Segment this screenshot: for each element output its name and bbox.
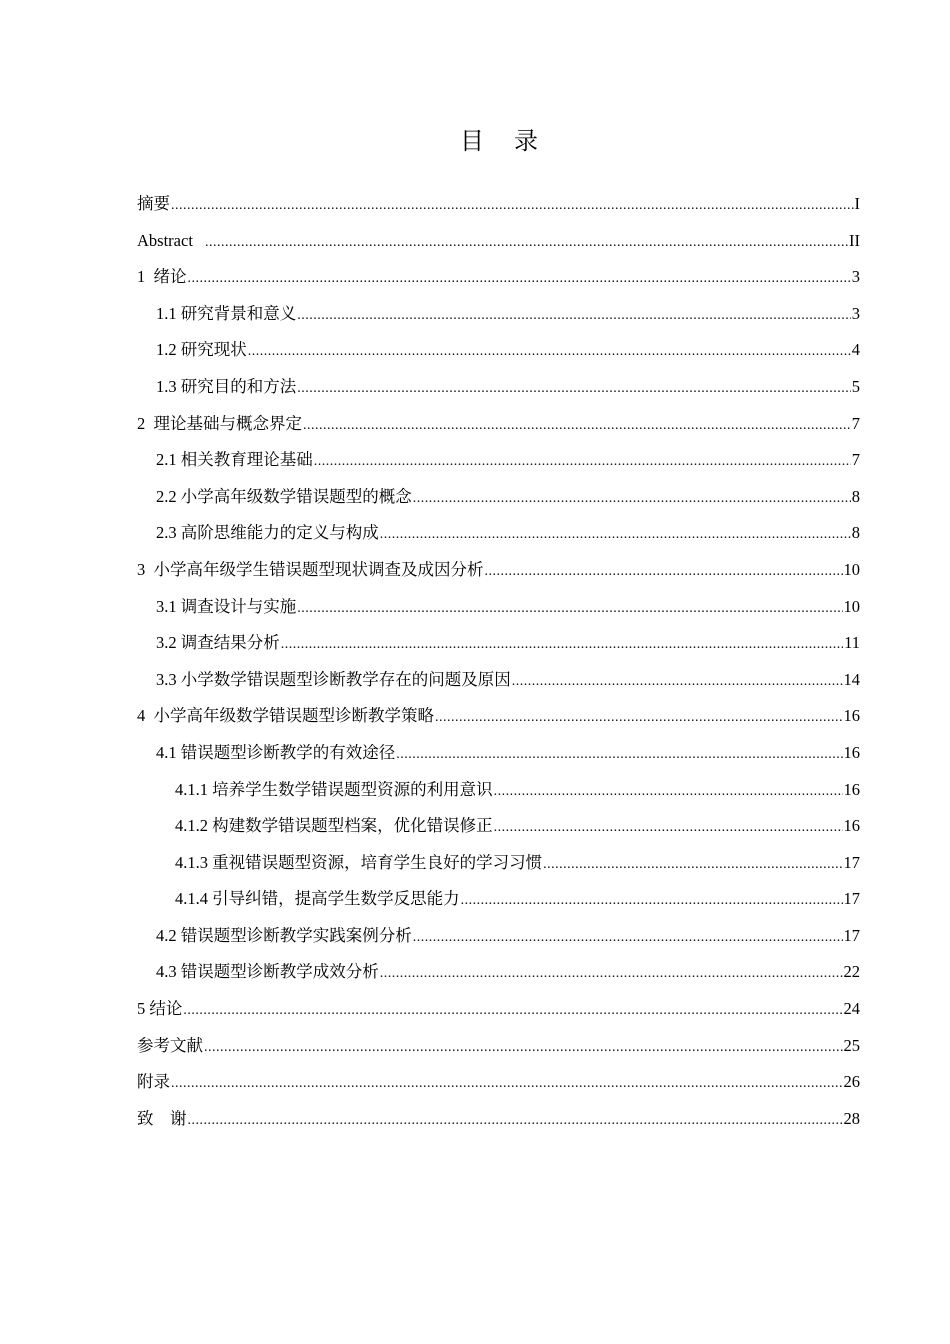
toc-entry[interactable] — [137, 1064, 860, 1101]
toc-leader-dots — [461, 883, 843, 920]
toc-entry-page: 8 — [851, 523, 860, 543]
toc-entry[interactable] — [137, 223, 860, 260]
toc-entry-page: 16 — [843, 779, 860, 799]
toc-leader-dots — [188, 1103, 843, 1140]
toc-entry-page: 5 — [851, 376, 860, 396]
toc-entry-label: 附录 — [137, 1072, 170, 1092]
toc-entry-page: 24 — [843, 999, 860, 1019]
toc-leader-dots — [188, 261, 851, 298]
toc-entry-page: 16 — [843, 742, 860, 762]
table-of-contents — [137, 186, 860, 1137]
toc-entry-label: 2.3 高阶思维能力的定义与构成 — [156, 523, 379, 543]
toc-entry[interactable] — [137, 918, 860, 955]
toc-entry-label: 1 绪论 — [137, 267, 187, 287]
toc-entry-page: 8 — [851, 486, 860, 506]
toc-entry-label: 4.2 错误题型诊断教学实践案例分析 — [156, 925, 412, 945]
toc-entry-label: 4.1.2 构建数学错误题型档案，优化错误修正 — [175, 816, 493, 836]
toc-leader-dots — [485, 554, 843, 591]
toc-entry[interactable] — [137, 186, 860, 223]
toc-entry-page: 25 — [843, 1035, 860, 1055]
toc-entry[interactable] — [137, 808, 860, 845]
toc-entry[interactable] — [137, 1101, 860, 1138]
toc-entry-page: 10 — [843, 559, 860, 579]
toc-leader-dots — [281, 627, 843, 664]
toc-entry[interactable] — [137, 259, 860, 296]
toc-entry-label: 4 小学高年级数学错误题型诊断教学策略 — [137, 706, 434, 726]
toc-leader-dots — [543, 847, 842, 884]
toc-leader-dots — [494, 774, 843, 811]
toc-leader-dots — [248, 334, 851, 371]
toc-entry-page: 4 — [851, 340, 860, 360]
toc-entry-label: 1.2 研究现状 — [156, 340, 247, 360]
toc-entry[interactable] — [137, 625, 860, 662]
toc-leader-dots — [171, 188, 854, 225]
toc-entry-page: 16 — [843, 706, 860, 726]
toc-entry-page: 7 — [851, 413, 860, 433]
toc-entry[interactable] — [137, 772, 860, 809]
toc-entry-label: 2 理论基础与概念界定 — [137, 413, 302, 433]
toc-entry[interactable] — [137, 735, 860, 772]
toc-entry-page: I — [854, 194, 860, 213]
toc-entry-page: II — [849, 230, 860, 250]
toc-leader-dots — [204, 1030, 843, 1067]
toc-leader-dots — [183, 993, 842, 1030]
toc-entry[interactable] — [137, 442, 860, 479]
toc-leader-dots — [380, 517, 851, 554]
toc-entry[interactable] — [137, 406, 860, 443]
toc-entry[interactable] — [137, 698, 860, 735]
toc-entry-page: 3 — [851, 267, 860, 287]
toc-entry-page: 3 — [851, 303, 860, 323]
toc-entry-page: 10 — [843, 596, 860, 616]
toc-leader-dots — [314, 444, 851, 481]
toc-entry-page: 17 — [843, 925, 860, 945]
toc-entry-label: 致 谢 — [137, 1108, 187, 1128]
toc-leader-dots — [512, 664, 843, 701]
toc-entry[interactable] — [137, 589, 860, 626]
page-title: 目 录 — [460, 129, 550, 155]
toc-leader-dots — [205, 225, 848, 262]
toc-leader-dots — [297, 371, 851, 408]
toc-entry-label: 2.1 相关教育理论基础 — [156, 450, 313, 470]
toc-entry-label: 1.3 研究目的和方法 — [156, 376, 297, 396]
toc-entry[interactable] — [137, 881, 860, 918]
toc-entry[interactable] — [137, 552, 860, 589]
toc-leader-dots — [297, 591, 842, 628]
toc-entry[interactable] — [137, 991, 860, 1028]
toc-entry[interactable] — [137, 479, 860, 516]
toc-entry-page: 28 — [843, 1108, 860, 1128]
toc-entry-label: 4.1.1 培养学生数学错误题型资源的利用意识 — [175, 779, 493, 799]
toc-entry-label: 3 小学高年级学生错误题型现状调查及成因分析 — [137, 559, 484, 579]
toc-entry-page: 16 — [843, 816, 860, 836]
toc-entry-label: 摘要 — [137, 194, 170, 213]
toc-leader-dots — [413, 920, 843, 957]
toc-entry-page: 26 — [843, 1072, 860, 1092]
toc-entry-label: 参考文献 — [137, 1035, 203, 1055]
toc-entry-label: 4.1.4 引导纠错，提高学生数学反思能力 — [175, 889, 460, 909]
toc-leader-dots — [494, 810, 843, 847]
toc-entry[interactable] — [137, 296, 860, 333]
toc-entry-page: 11 — [844, 633, 860, 653]
toc-leader-dots — [435, 700, 843, 737]
toc-entry[interactable] — [137, 954, 860, 991]
toc-entry-label: 4.1.3 重视错误题型资源，培育学生良好的学习习惯 — [175, 852, 543, 872]
toc-entry-label: 3.2 调查结果分析 — [156, 633, 280, 653]
toc-entry-page: 14 — [843, 669, 860, 689]
toc-leader-dots — [380, 956, 843, 993]
toc-entry-label: 5 结论 — [137, 999, 183, 1019]
toc-entry-page: 17 — [843, 852, 860, 872]
toc-entry-label: 1.1 研究背景和意义 — [156, 303, 297, 323]
toc-leader-dots — [297, 298, 851, 335]
toc-leader-dots — [413, 481, 851, 518]
toc-entry[interactable] — [137, 369, 860, 406]
toc-entry-page: 7 — [851, 450, 860, 470]
toc-entry[interactable] — [137, 845, 860, 882]
toc-entry-label: 4.1 错误题型诊断教学的有效途径 — [156, 742, 396, 762]
toc-entry-page: 17 — [843, 889, 860, 909]
toc-leader-dots — [303, 408, 851, 445]
toc-entry[interactable] — [137, 515, 860, 552]
toc-entry[interactable] — [137, 662, 860, 699]
toc-entry-label: 3.3 小学数学错误题型诊断教学存在的问题及原因 — [156, 669, 511, 689]
toc-entry-page: 22 — [843, 962, 860, 982]
toc-leader-dots — [396, 737, 842, 774]
toc-leader-dots — [171, 1066, 843, 1103]
toc-entry-label: 3.1 调查设计与实施 — [156, 596, 297, 616]
toc-entry-label: 2.2 小学高年级数学错误题型的概念 — [156, 486, 412, 506]
toc-entry[interactable] — [137, 332, 860, 369]
toc-entry-label: 4.3 错误题型诊断教学成效分析 — [156, 962, 379, 982]
toc-entry[interactable] — [137, 1028, 860, 1065]
toc-entry-label: Abstract — [137, 230, 198, 250]
